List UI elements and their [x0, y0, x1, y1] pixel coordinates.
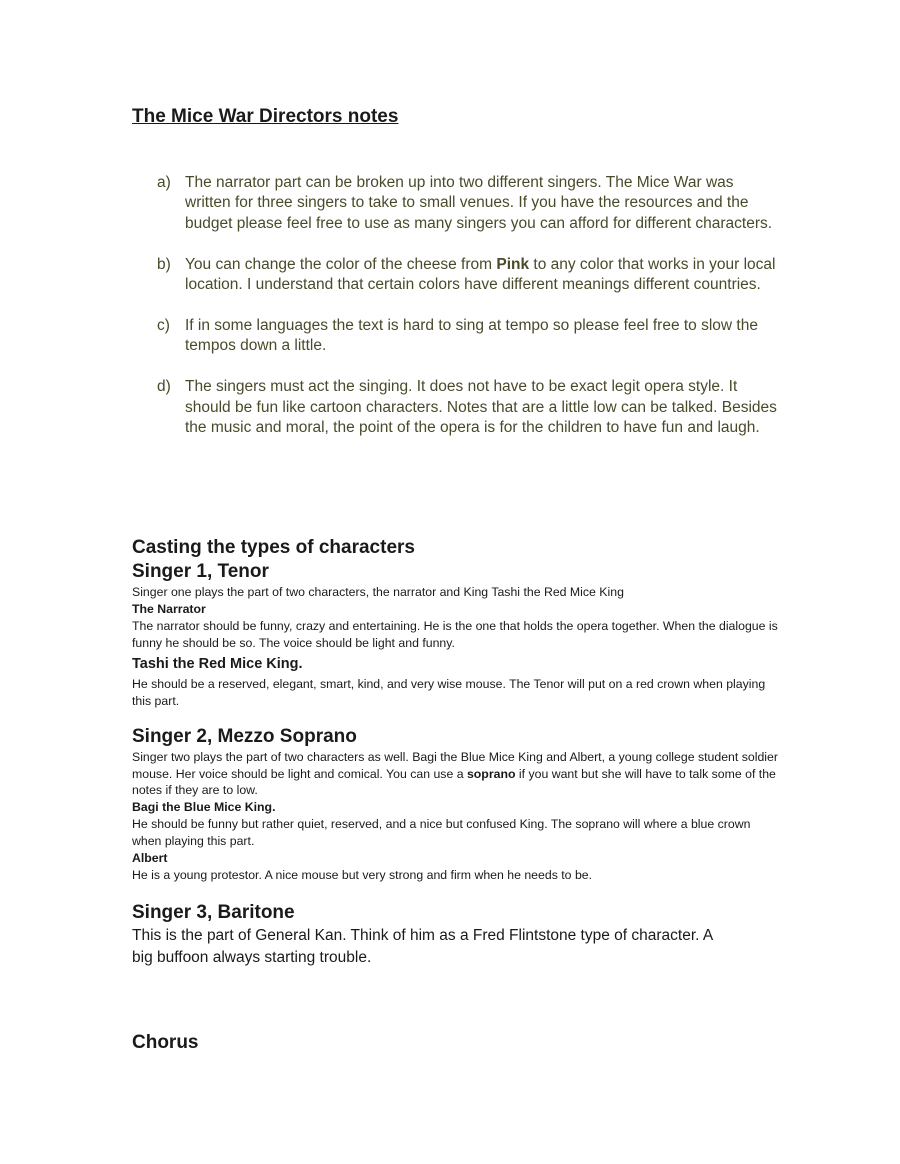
singer2-intro-part: Singer two plays the part of two characters as well. Bagi the Blue Mice King and Albert, a young college student soldier mouse. Her voice should be light and comical. You can use a	[132, 750, 778, 781]
bagi-description: He should be funny but rather quiet, reserved, and a nice but confused King. The soprano will where a blue crown when playing this part.	[132, 817, 751, 848]
note-text: If in some languages the text is hard to sing at tempo so please feel free to slow the tempos down a little.	[185, 317, 758, 355]
albert-heading: Albert	[132, 851, 168, 865]
note-marker: d)	[157, 378, 171, 396]
note-item-d	[157, 377, 777, 438]
note-marker: a)	[157, 174, 171, 191]
note-text	[185, 255, 777, 296]
note-item-b	[157, 255, 777, 296]
singer3-description: This is the part of General Kan. Think of him as a Fred Flintstone type of character. A big buffoon always starting trouble.	[132, 927, 713, 966]
tashi-description: He should be a reserved, elegant, smart, kind, and very wise mouse. The Tenor will put on a red crown when playing this part.	[132, 677, 766, 708]
note-marker: c)	[157, 317, 170, 335]
singer2-intro	[132, 749, 782, 799]
page-title: The Mice War Directors notes	[132, 106, 399, 127]
note-item-a	[157, 173, 777, 234]
singer2-heading: Singer 2, Mezzo Soprano	[132, 726, 357, 747]
soprano-bold-word: soprano	[466, 766, 516, 781]
note-text: The singers must act the singing. It does not have to be exact legit opera style. It should be fun like cartoon characters. Notes that are a little low can be talked. Besides the music and moral, the point of the opera is for the children to have fun and laugh.	[185, 378, 777, 437]
singer3-heading: Singer 3, Baritone	[132, 902, 295, 923]
singer1-heading: Singer 1, Tenor	[132, 561, 269, 582]
note-text-part: You can change the color of the cheese from	[185, 255, 497, 273]
singer2-intro-part: if you want but she will have to talk some of the notes if they are to low.	[132, 766, 776, 797]
note-marker: b)	[157, 255, 171, 273]
narrator-heading: The Narrator	[132, 602, 206, 616]
singer1-intro: Singer one plays the part of two characters, the narrator and King Tashi the Red Mice King	[132, 585, 624, 599]
directors-notes-list	[157, 173, 777, 459]
note-bold-word: Pink	[496, 255, 530, 273]
albert-description: He is a young protestor. A nice mouse but very strong and firm when he needs to be.	[132, 868, 593, 882]
note-text: The narrator part can be broken up into two different singers. The Mice War was written for three singers to take to small venues. If you have the resources and the budget please feel free to use as many singers you can afford for different characters.	[185, 174, 773, 232]
casting-heading: Casting the types of characters	[132, 537, 415, 558]
tashi-heading: Tashi the Red Mice King.	[132, 656, 303, 672]
narrator-description: The narrator should be funny, crazy and entertaining. He is the one that holds the opera together. When the dialogue is funny he should be so. The voice should be light and funny.	[132, 619, 778, 650]
bagi-heading: Bagi the Blue Mice King.	[132, 800, 276, 814]
note-text-part: to any color that works in your local location. I understand that certain colors have different meanings different countries.	[185, 255, 776, 294]
chorus-heading: Chorus	[132, 1032, 199, 1053]
note-item-c	[157, 316, 777, 357]
